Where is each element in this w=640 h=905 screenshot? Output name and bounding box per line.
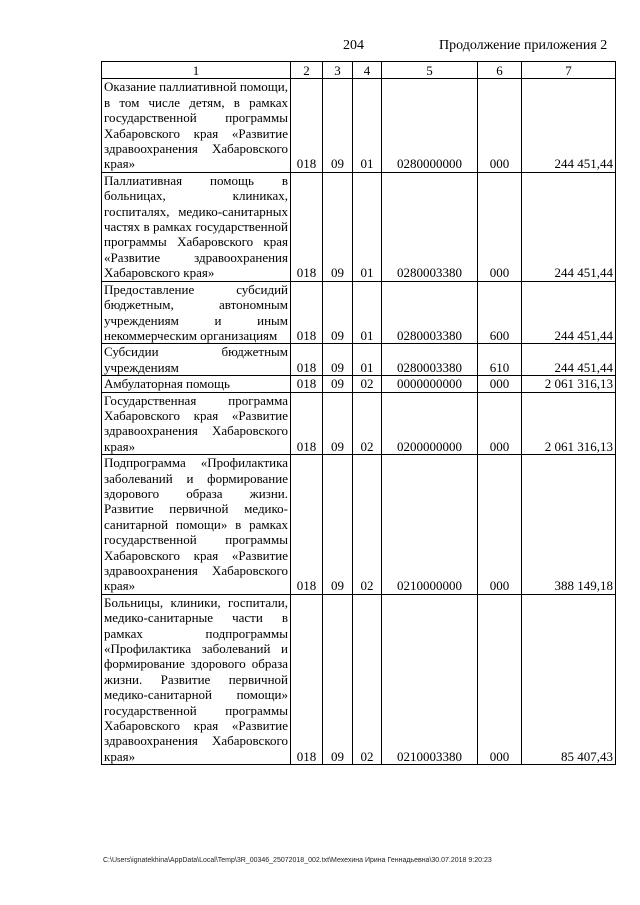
amount: 388 149,18	[522, 455, 616, 595]
section-code: 09	[323, 281, 353, 344]
table-row	[102, 376, 616, 392]
section-code: 09	[323, 79, 353, 172]
table-row	[102, 344, 616, 376]
column-header: 5	[382, 62, 478, 79]
amount: 244 451,44	[522, 344, 616, 376]
target-article-code: 0280003380	[382, 281, 478, 344]
table-row	[102, 455, 616, 595]
section-code: 09	[323, 172, 353, 281]
subsection-code: 02	[353, 455, 382, 595]
column-header: 7	[522, 62, 616, 79]
table-row	[102, 281, 616, 344]
subsection-code: 01	[353, 344, 382, 376]
expense-type-code: 000	[478, 594, 522, 764]
column-header: 3	[323, 62, 353, 79]
expense-type-code: 000	[478, 455, 522, 595]
target-article-code: 0000000000	[382, 376, 478, 392]
table-row	[102, 392, 616, 455]
subsection-code: 02	[353, 594, 382, 764]
target-article-code: 0280003380	[382, 344, 478, 376]
table-row	[102, 79, 616, 172]
ministry-code: 018	[291, 172, 323, 281]
section-code: 09	[323, 455, 353, 595]
budget-table	[101, 61, 616, 765]
amount: 244 451,44	[522, 79, 616, 172]
section-code: 09	[323, 594, 353, 764]
row-name: Государственная программа Хабаровского края «Развитие здравоохранения Хабаровского края»	[102, 392, 291, 455]
amount: 2 061 316,13	[522, 392, 616, 455]
subsection-code: 02	[353, 376, 382, 392]
expense-type-code: 600	[478, 281, 522, 344]
file-path-footer: C:\Users\ignatekhina\AppData\Local\Temp\3R_00346_25072018_002.txt\Мехехина Ирина Геннадьевна\30.07.2018 9:20:23	[103, 857, 492, 864]
target-article-code: 0280003380	[382, 172, 478, 281]
row-name: Подпрограмма «Профилактика заболеваний и формирование здорового образа жизни. Развитие первичной медико-санитарной помощи» в рамках государственной программы Хабаровского края «Развитие здравоохранения Хабаровского края»	[102, 455, 291, 595]
target-article-code: 0210003380	[382, 594, 478, 764]
table-row	[102, 172, 616, 281]
ministry-code: 018	[291, 455, 323, 595]
ministry-code: 018	[291, 344, 323, 376]
section-code: 09	[323, 376, 353, 392]
ministry-code: 018	[291, 594, 323, 764]
expense-type-code: 610	[478, 344, 522, 376]
ministry-code: 018	[291, 281, 323, 344]
column-header: 2	[291, 62, 323, 79]
ministry-code: 018	[291, 79, 323, 172]
target-article-code: 0280000000	[382, 79, 478, 172]
subsection-code: 01	[353, 281, 382, 344]
amount: 85 407,43	[522, 594, 616, 764]
expense-type-code: 000	[478, 172, 522, 281]
amount: 244 451,44	[522, 172, 616, 281]
page-number: 204	[343, 38, 364, 53]
ministry-code: 018	[291, 392, 323, 455]
ministry-code: 018	[291, 376, 323, 392]
expense-type-code: 000	[478, 79, 522, 172]
subsection-code: 01	[353, 172, 382, 281]
row-name: Субсидии бюджетным учреждениям	[102, 344, 291, 376]
section-code: 09	[323, 344, 353, 376]
amount: 2 061 316,13	[522, 376, 616, 392]
row-name: Оказание паллиативной помощи, в том числе детям, в рамках государственной программы Хабаровского края «Развитие здравоохранения Хабаровского края»	[102, 79, 291, 172]
column-header: 1	[102, 62, 291, 79]
row-name: Паллиативная помощь в больницах, клиниках, госпиталях, медико-санитарных частях в рамках государственной программы Хабаровского края «Развитие здравоохранения Хабаровского края»	[102, 172, 291, 281]
column-header: 4	[353, 62, 382, 79]
target-article-code: 0200000000	[382, 392, 478, 455]
column-number-row	[102, 62, 616, 79]
subsection-code: 01	[353, 79, 382, 172]
row-name: Больницы, клиники, госпитали, медико-санитарные части в рамках подпрограммы «Профилактика заболеваний и формирование здорового образа жизни. Развитие первичной медико-санитарной помощи» государственной программы Хабаровского края «Развитие здравоохранения Хабаровского края»	[102, 594, 291, 764]
expense-type-code: 000	[478, 392, 522, 455]
row-name: Амбулаторная помощь	[102, 376, 291, 392]
subsection-code: 02	[353, 392, 382, 455]
expense-type-code: 000	[478, 376, 522, 392]
row-name: Предоставление субсидий бюджетным, автономным учреждениям и иным некоммерческим организациям	[102, 281, 291, 344]
target-article-code: 0210000000	[382, 455, 478, 595]
continuation-label: Продолжение приложения 2	[439, 38, 608, 53]
section-code: 09	[323, 392, 353, 455]
column-header: 6	[478, 62, 522, 79]
amount: 244 451,44	[522, 281, 616, 344]
table-row	[102, 594, 616, 764]
